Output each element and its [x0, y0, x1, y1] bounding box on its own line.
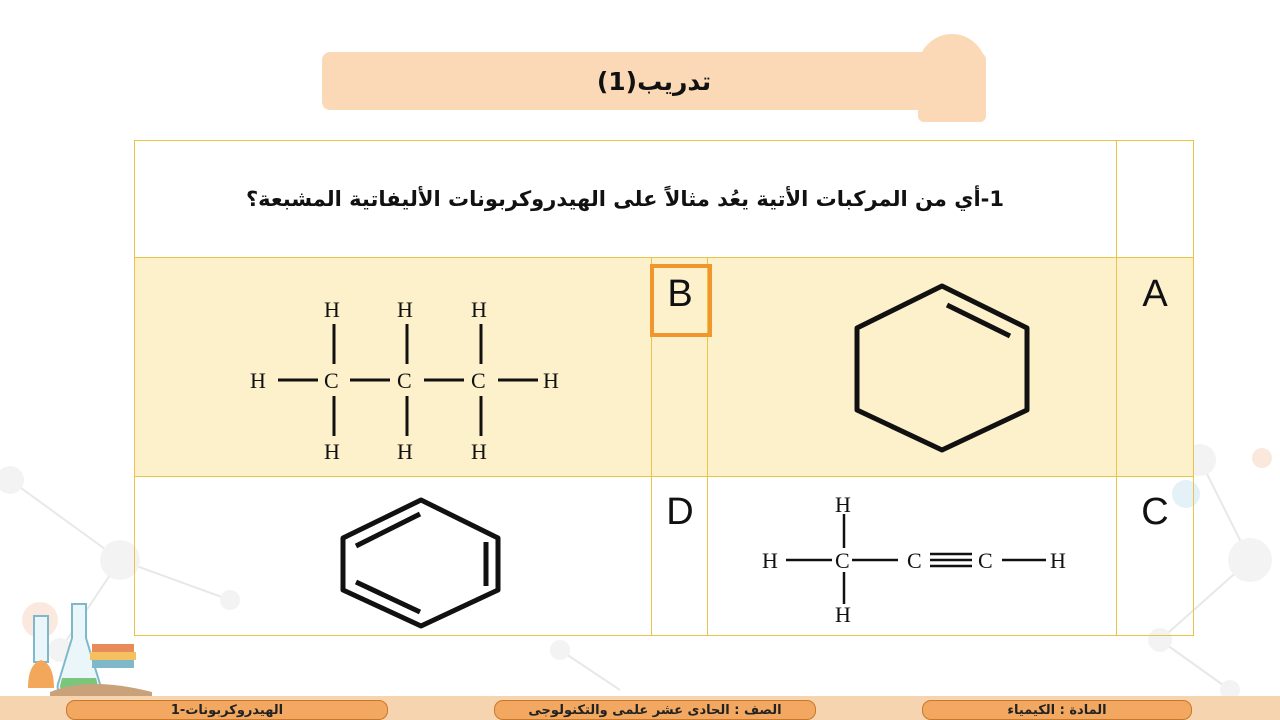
- grade-label: الصف : الحادى عشر علمى والتكنولوجى: [494, 700, 816, 720]
- atom-h: H: [762, 548, 778, 573]
- propyne-structure[interactable]: [756, 488, 1086, 628]
- atom-c: C: [397, 368, 412, 393]
- atom-c: C: [471, 368, 486, 393]
- atom-h: H: [835, 602, 851, 627]
- subject-label: المادة : الكيمياء: [922, 700, 1192, 720]
- cyclohexene-structure[interactable]: [840, 278, 1050, 458]
- atom-c: C: [907, 548, 922, 573]
- option-c-letter[interactable]: C: [1141, 490, 1169, 533]
- atom-h: H: [1050, 548, 1066, 573]
- lesson-label: الهيدروكربونات-1: [66, 700, 388, 720]
- atom-h: H: [471, 297, 487, 322]
- atom-h: H: [397, 297, 413, 322]
- atom-h: H: [471, 439, 487, 464]
- selected-answer-highlight: [650, 264, 712, 337]
- atom-c: C: [978, 548, 993, 573]
- atom-c: C: [835, 548, 850, 573]
- atom-h: H: [397, 439, 413, 464]
- atom-h: H: [543, 368, 559, 393]
- option-a-letter[interactable]: A: [1142, 272, 1168, 315]
- lab-flasks-icon: [20, 598, 160, 698]
- option-b-letter[interactable]: B: [667, 272, 693, 315]
- propane-structure[interactable]: [240, 290, 580, 470]
- atom-h: H: [250, 368, 266, 393]
- atom-h: H: [324, 439, 340, 464]
- atom-h: H: [324, 297, 340, 322]
- slide-title: تدريب(1): [596, 66, 712, 96]
- benzene-structure[interactable]: [332, 490, 512, 630]
- question-number-cell: [1116, 140, 1194, 258]
- option-d-letter[interactable]: D: [666, 490, 694, 533]
- atom-h: H: [835, 492, 851, 517]
- atom-c: C: [324, 368, 339, 393]
- question-text: 1-أي من المركبات الأتية يعُد مثالاً على الهيدروكربونات الأليفاتية المشبعة؟: [246, 187, 1004, 211]
